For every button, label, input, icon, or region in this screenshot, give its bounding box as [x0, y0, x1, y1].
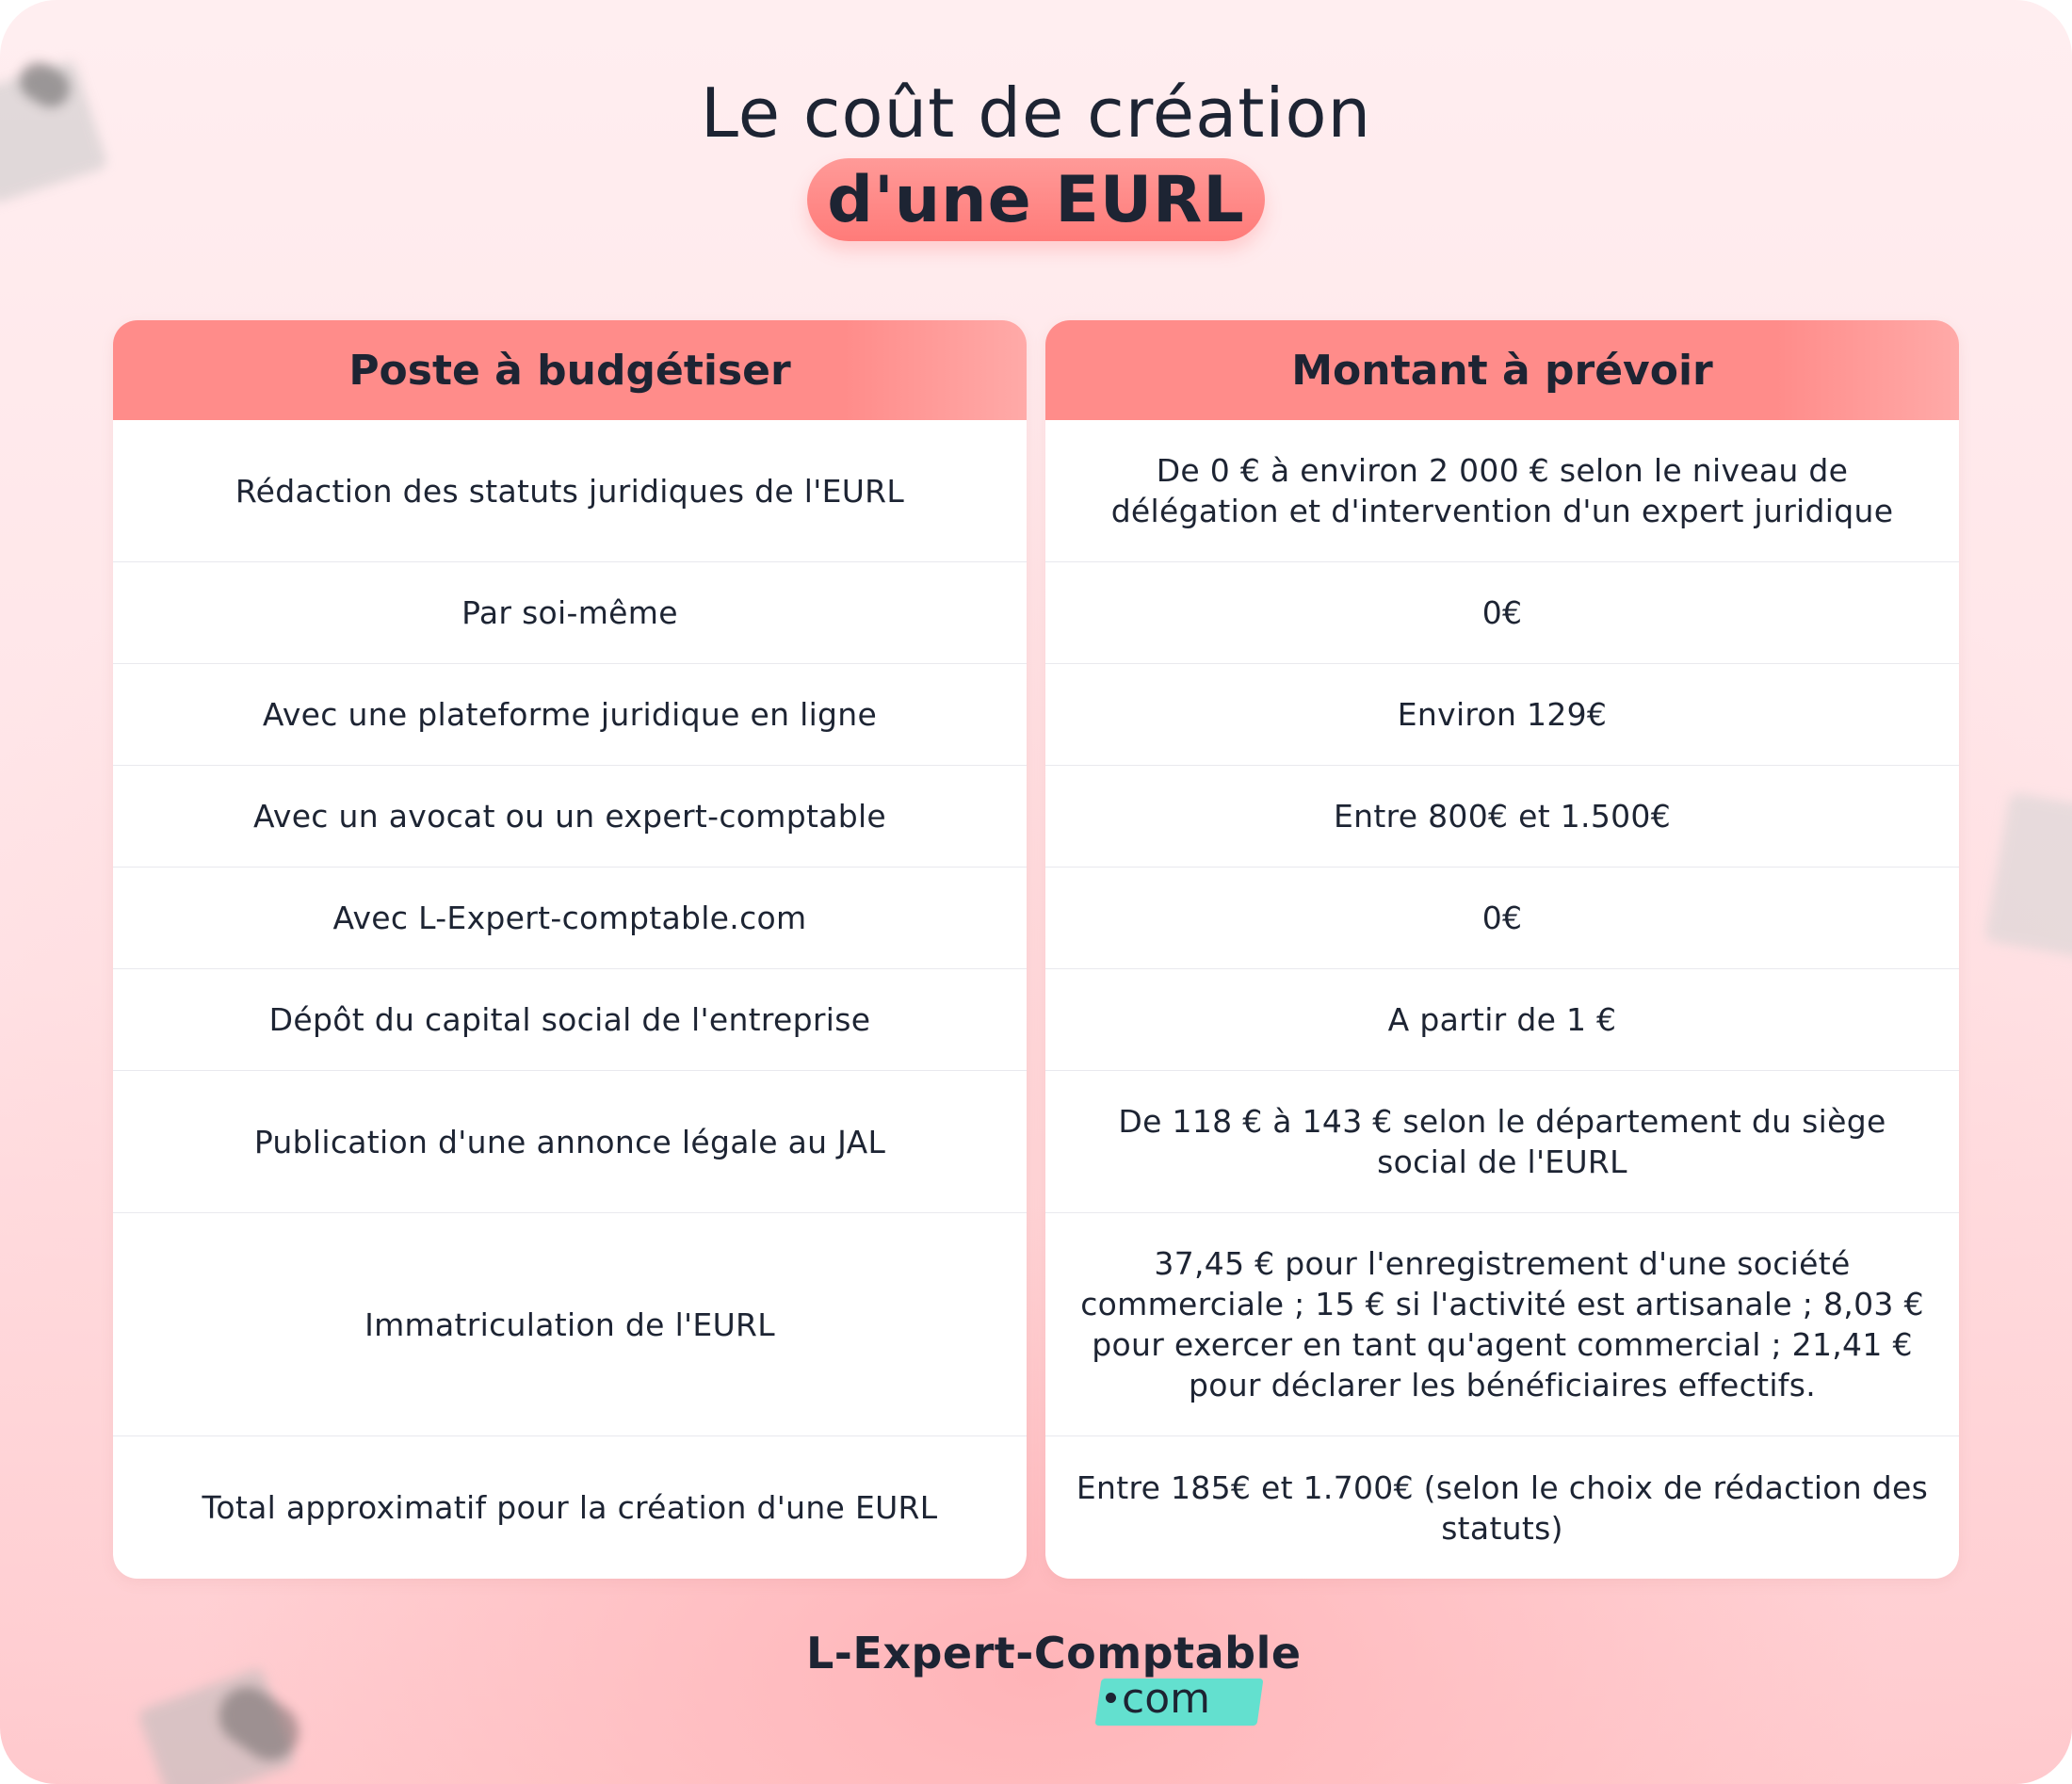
- table-cell-poste: Dépôt du capital social de l'entreprise: [113, 969, 1027, 1071]
- table-cell-montant: Entre 800€ et 1.500€: [1045, 766, 1959, 868]
- table-cell-montant: 37,45 € pour l'enregistrement d'une société commerciale ; 15 € si l'activité est artisanale ; 8,03 € pour exercer en tant qu'agent commercial ; 21,41 € pour déclarer les bénéficiaires effectifs.: [1045, 1213, 1959, 1436]
- table-cell-montant: A partir de 1 €: [1045, 969, 1959, 1071]
- decorative-blur: [1984, 792, 2072, 960]
- table-cell-poste: Avec une plateforme juridique en ligne: [113, 664, 1027, 766]
- column-header-poste: Poste à budgétiser: [113, 320, 1027, 420]
- table-cell-montant: De 118 € à 143 € selon le département du siège social de l'EURL: [1045, 1071, 1959, 1213]
- table-cell-poste: Immatriculation de l'EURL: [113, 1213, 1027, 1436]
- column-header-montant: Montant à prévoir: [1045, 320, 1959, 420]
- title-highlight-pill: d'une EURL: [807, 158, 1265, 241]
- page-title: Le coût de création: [700, 73, 1372, 153]
- table-cell-poste: Publication d'une annonce légale au JAL: [113, 1071, 1027, 1213]
- dot-icon: [1106, 1693, 1116, 1703]
- table-cell-montant: De 0 € à environ 2 000 € selon le niveau de délégation et d'intervention d'un expert juridique: [1045, 420, 1959, 562]
- table-cell-poste-total: Total approximatif pour la création d'une EURL: [202, 1489, 938, 1526]
- table-cell-poste: Avec un avocat ou un expert-comptable: [113, 766, 1027, 868]
- table-cell-montant-total: Entre 185€ et 1.700€ (selon le choix de rédaction des statuts): [1076, 1468, 1929, 1547]
- column-poste: [113, 320, 1027, 1579]
- brand-logo: [806, 1628, 1302, 1731]
- brand-suffix: [1106, 1675, 1210, 1723]
- table-cell-montant: Environ 129€: [1045, 664, 1959, 766]
- table-cell-poste: Rédaction des statuts juridiques de l'EURL: [113, 420, 1027, 562]
- table-cell-poste: Par soi-même: [113, 562, 1027, 664]
- table-cell-montant: 0€: [1045, 868, 1959, 969]
- table-cell-montant: 0€: [1045, 562, 1959, 664]
- brand-suffix-text: com: [1122, 1675, 1210, 1723]
- column-montant: [1045, 320, 1959, 1579]
- table-cell-poste: Avec L-Expert-comptable.com: [113, 868, 1027, 969]
- brand-name: L-Expert-Comptable: [806, 1628, 1302, 1679]
